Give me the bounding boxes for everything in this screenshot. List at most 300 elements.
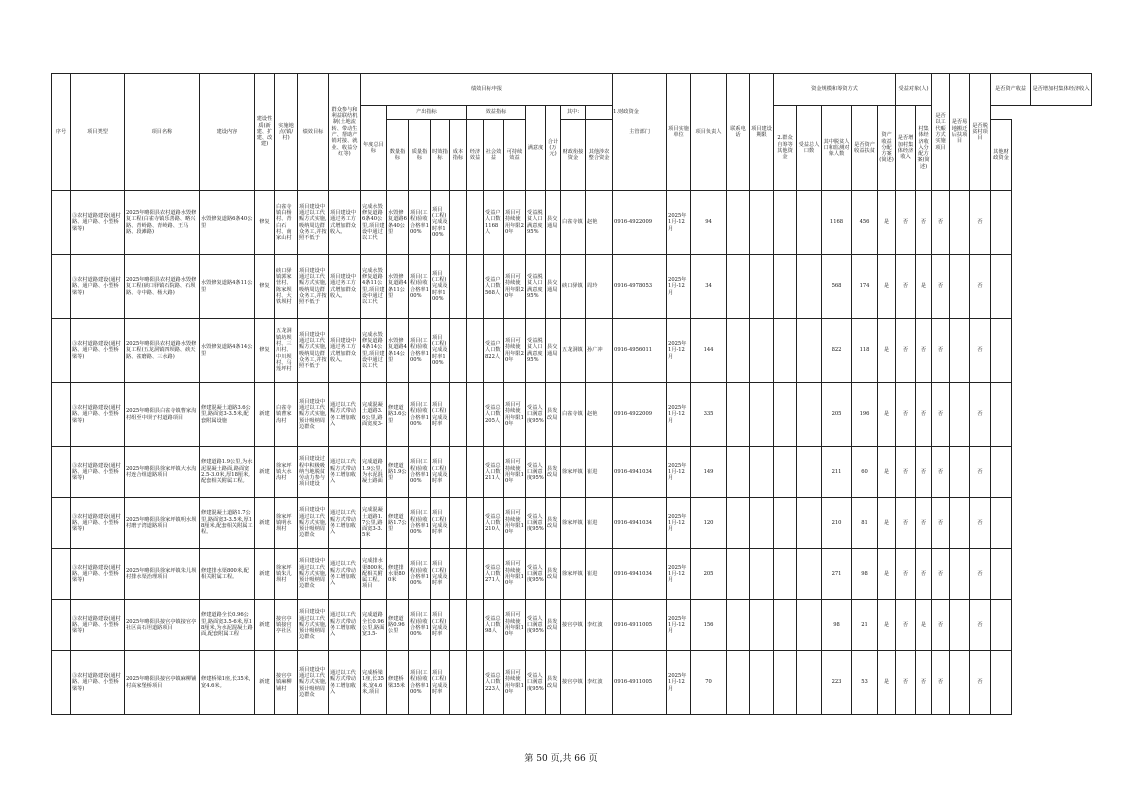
col-asset-b: 资产收益分配方案(简述) [878, 106, 896, 191]
cell-rel: 否 [896, 498, 916, 549]
cell-ab [950, 498, 970, 549]
cell-sustain: 项目可持续使用年限10年 [504, 498, 526, 549]
cell-dept: 县发改局 [546, 383, 561, 447]
cell-satis: 受益脱贫人口满意度95% [526, 255, 546, 319]
cell-cost [450, 651, 467, 715]
cell-seq [52, 255, 71, 319]
cell-fb [750, 191, 774, 255]
cell-pv: 否 [916, 651, 932, 715]
table-row [52, 498, 1092, 549]
cell-pv: 否 [916, 549, 932, 600]
cell-fa [727, 651, 750, 715]
cell-self [797, 498, 822, 549]
col-asset-income: 是否资产收益 [991, 74, 1031, 106]
cell-bp: 196 [852, 383, 878, 447]
cell-dept: 县交通局 [546, 255, 561, 319]
cell-rel: 否 [896, 191, 916, 255]
cell-goal: 项目建设中通过以工代赈方式实施,预计吸纳周边群众 [298, 383, 329, 447]
cell-social: 受益总人口数223人 [484, 651, 504, 715]
col-fin-a: 财政衔接资金 [561, 120, 586, 191]
cell-period: 2025年1月-12月 [667, 191, 691, 255]
cell-self [797, 651, 822, 715]
cell-unit: 硖口驿镇 [561, 255, 586, 319]
cell-rel: 否 [896, 319, 916, 383]
cell-time: 项目(工程)完成及时率100% [431, 319, 450, 383]
cell-unit: 徐家坪镇 [561, 447, 586, 498]
cell-location: 接官亭镇麻柳铺村 [275, 651, 298, 715]
cell-total: 149 [691, 447, 727, 498]
table-row [52, 651, 1092, 715]
cell-bp: 81 [852, 498, 878, 549]
col-poor-village: 是否脱贫村项目 [970, 74, 991, 191]
cell-pv: 是 [916, 600, 932, 651]
cell-person: 赵艳 [586, 383, 613, 447]
cell-satis: 受益人口满意度95% [526, 498, 546, 549]
col-self: 2.群众自筹等其他资金 [774, 106, 797, 191]
cell-ca: 否 [970, 383, 991, 447]
cell-seq [52, 651, 71, 715]
cell-fb [750, 447, 774, 498]
cell-bp: 60 [852, 447, 878, 498]
cell-fa [727, 319, 750, 383]
col-perf-indicators: 绩效目标申报 [361, 74, 613, 106]
cell-ca: 否 [970, 600, 991, 651]
cell-social: 受益总人口数98人 [484, 600, 504, 651]
cell-satis: 受益人口满意度95% [526, 651, 546, 715]
cell-qty: 水毁修复道路6条40公里 [387, 191, 409, 255]
cell-pv: 否 [916, 447, 932, 498]
project-table [51, 73, 1092, 715]
cell-sustain: 项目可持续使用年限20年 [504, 191, 526, 255]
cell-type: ③农村道路建设(通村路、通户路、小型桥梁等) [71, 600, 125, 651]
cell-mass: 项目建设中通过务工方式增加群众收入。 [329, 191, 361, 255]
cell-content: 修建道路1.9公里,为水泥混凝土路面,路面宽2.5-3.0米,厚18厘米,配套相关附属工程。 [200, 447, 255, 498]
col-total: 合计(万元) [546, 106, 561, 191]
cell-econ [467, 600, 484, 651]
cell-dept: 县发改局 [546, 651, 561, 715]
col-content: 建设内容 [200, 74, 255, 191]
cell-fb [750, 319, 774, 383]
cell-bp: 53 [852, 651, 878, 715]
cell-self [797, 191, 822, 255]
cell-mass: 通过以工代赈方式带动务工增加收入 [329, 498, 361, 549]
cell-wr: 是 [878, 498, 896, 549]
cell-sustain: 项目可持续使用年限10年 [504, 600, 526, 651]
cell-ab [950, 651, 970, 715]
cell-type: ③农村道路建设(通村路、通户路、小型桥梁等) [71, 191, 125, 255]
cell-content: 水毁修复道路4条14公里 [200, 319, 255, 383]
cell-self [797, 255, 822, 319]
cell-rel: 否 [896, 447, 916, 498]
cell-fa [727, 498, 750, 549]
cell-econ [467, 191, 484, 255]
cell-unit: 徐家坪镇 [561, 498, 586, 549]
cell-goal: 项目建设中通过以工代赈方式实施,预计吸纳周边群众 [298, 651, 329, 715]
cell-bt: 223 [822, 651, 852, 715]
cell-fa [727, 549, 750, 600]
cell-self [797, 447, 822, 498]
cell-qty: 修建道路1.9公里 [387, 447, 409, 498]
col-location: 实施地点(镇/村) [275, 74, 298, 191]
cell-annual: 完成混凝土道路3.6公里,路面宽度3- [361, 383, 387, 447]
cell-qty: 修建道路1.7公里 [387, 498, 409, 549]
cell-location: 徐家坪镇明水坝村 [275, 498, 298, 549]
cell-fa [727, 383, 750, 447]
cell-nature: 修复 [255, 191, 275, 255]
cell-fb [750, 651, 774, 715]
cell-person: 孙广冲 [586, 319, 613, 383]
cell-quality: 项目(工程)验收合格率100% [409, 191, 431, 255]
cell-location: 接官亭镇接官亭社区 [275, 600, 298, 651]
cell-ab [950, 447, 970, 498]
col-beneficiary: 受益对象(人) [896, 74, 932, 106]
col-seq: 序号 [52, 74, 71, 191]
cell-social: 受益户人口数568人 [484, 255, 504, 319]
cell-cost [450, 447, 467, 498]
cell-cb [991, 191, 1012, 255]
cell-phone: 0916-4941034 [613, 549, 667, 600]
cell-period: 2025年1月-12月 [667, 549, 691, 600]
cell-type: ③农村道路建设(通村路、通户路、小型桥梁等) [71, 319, 125, 383]
cell-name: 2025年略阳县徐家坪镇大水沟村连合组道路项目 [125, 447, 200, 498]
cell-annual: 完成水毁修复道路6条40公里,项目建设中通过以工代 [361, 191, 387, 255]
cell-name: 2025年略阳县白雀寺镇曹家沟村组至中坝子村道路项目 [125, 383, 200, 447]
cell-phone: 0916-4956011 [613, 319, 667, 383]
cell-total: 205 [691, 549, 727, 600]
cell-nature: 新建 [255, 600, 275, 651]
cell-mass: 通过以工代赈方式带动务工增加收入 [329, 549, 361, 600]
cell-goal: 项目建设中通过以工代赈方式实施,吸纳周边群众务工,并按照不低于 [298, 255, 329, 319]
cell-seq [52, 600, 71, 651]
cell-fc [774, 383, 797, 447]
cell-nature: 修复 [255, 319, 275, 383]
table-row [52, 549, 1092, 600]
col-satisfaction: 满意度 [526, 106, 546, 191]
cell-sustain: 项目可持续使用年限10年 [504, 447, 526, 498]
cell-seq [52, 498, 71, 549]
cell-pv: 是 [916, 255, 932, 319]
cell-quality: 项目(工程)验收合格率100% [409, 651, 431, 715]
cell-aa: 否 [932, 651, 950, 715]
cell-satis: 受益脱贫人口满意度95% [526, 319, 546, 383]
cell-econ [467, 447, 484, 498]
cell-cb [991, 447, 1012, 498]
col-qty: 数量指标 [387, 120, 409, 191]
cell-phone: 0916-4922009 [613, 191, 667, 255]
cell-fb [750, 255, 774, 319]
cell-social: 受益户人口数822人 [484, 319, 504, 383]
cell-content: 修建混凝土道路3.6公里,路面宽3-3.5米,配套附属设施 [200, 383, 255, 447]
cell-dept: 县交通局 [546, 191, 561, 255]
cell-quality: 项目(工程)验收合格率100% [409, 255, 431, 319]
cell-annual: 完成道路全长0.96公里,路面宽3.5- [361, 600, 387, 651]
cell-ab [950, 191, 970, 255]
cell-mass: 项目建设中通过务工方式增加群众收入。 [329, 255, 361, 319]
cell-cb [991, 383, 1012, 447]
cell-ca: 否 [970, 191, 991, 255]
cell-bt: 98 [822, 600, 852, 651]
cell-person: 李红波 [586, 651, 613, 715]
cell-phone: 0916-4911005 [613, 651, 667, 715]
cell-period: 2025年1月-12月 [667, 651, 691, 715]
cell-fb [750, 383, 774, 447]
cell-satis: 受益人口满意度95% [526, 447, 546, 498]
cell-quality: 项目(工程)验收合格率100% [409, 498, 431, 549]
cell-nature: 新建 [255, 447, 275, 498]
cell-nature: 新建 [255, 383, 275, 447]
cell-econ [467, 498, 484, 549]
cell-type: ③农村道路建设(通村路、通户路、小型桥梁等) [71, 255, 125, 319]
cell-total: 156 [691, 600, 727, 651]
cell-type: ③农村道路建设(通村路、通户路、小型桥梁等) [71, 498, 125, 549]
cell-satis: 受益人口满意度95% [526, 383, 546, 447]
table-row [52, 319, 1092, 383]
col-perf-goal: 绩效目标 [298, 74, 329, 191]
col-project-name: 项目名称 [125, 74, 200, 191]
cell-person: 李红波 [586, 600, 613, 651]
cell-content: 修建混凝土道路1.7公里,路面宽3-3.5米,厚18厘米,配套相关附属工程。 [200, 498, 255, 549]
cell-social: 受益总人口数205人 [484, 383, 504, 447]
cell-cost [450, 600, 467, 651]
col-funds: 资金规模和筹资方式 [774, 74, 896, 106]
cell-aa: 否 [932, 319, 950, 383]
cell-bp: 98 [852, 549, 878, 600]
cell-qty: 修建道路0.96公里 [387, 600, 409, 651]
table-row [52, 191, 1092, 255]
cell-mass: 通过以工代赈方式带动务工增加收入 [329, 383, 361, 447]
cell-sustain: 项目可持续使用年限10年 [504, 549, 526, 600]
cell-period: 2025年1月-12月 [667, 319, 691, 383]
cell-location: 五龙洞镇坊坝村、三川村、中川坝村、马莲坪村 [275, 319, 298, 383]
page-footer: 第 50 页,共 66 页 [524, 754, 598, 764]
cell-pv: 否 [916, 191, 932, 255]
cell-ab [950, 319, 970, 383]
cell-ca: 否 [970, 255, 991, 319]
cell-cb [991, 549, 1012, 600]
cell-ab [950, 383, 970, 447]
cell-dept: 县发改局 [546, 600, 561, 651]
cell-dept: 县交通局 [546, 319, 561, 383]
col-nature: 建设性质(新建、扩建、改建) [255, 74, 275, 191]
cell-sustain: 项目可持续使用年限10年 [504, 651, 526, 715]
col-unit: 项目实施单位 [667, 74, 691, 191]
cell-type: ③农村道路建设(通村路、通户路、小型桥梁等) [71, 549, 125, 600]
cell-quality: 项目(工程)验收合格率100% [409, 600, 431, 651]
cell-annual: 完成排水渠800米,配相关附属工程。项目 [361, 549, 387, 600]
cell-self [797, 600, 822, 651]
cell-unit: 五龙洞镇 [561, 319, 586, 383]
cell-fa [727, 600, 750, 651]
cell-cb [991, 498, 1012, 549]
cell-dept: 县发改局 [546, 498, 561, 549]
cell-dept: 县发改局 [546, 549, 561, 600]
cell-total: 144 [691, 319, 727, 383]
cell-rel: 否 [896, 600, 916, 651]
cell-mass: 通过以工代赈方式带动务工增加收入 [329, 447, 361, 498]
col-social: 社会效益 [484, 120, 504, 191]
cell-ab [950, 600, 970, 651]
cell-name: 2025年略阳县接官亭镇接官亭社区高石坦道路项目 [125, 600, 200, 651]
cell-fb [750, 600, 774, 651]
cell-person: 周玲 [586, 255, 613, 319]
cell-social: 受益户人口数1168人 [484, 191, 504, 255]
cell-quality: 项目(工程)验收合格率100% [409, 447, 431, 498]
cell-period: 2025年1月-12月 [667, 383, 691, 447]
cell-period: 2025年1月-12月 [667, 600, 691, 651]
col-quality: 质量指标 [409, 120, 431, 191]
cell-unit: 白雀寺镇 [561, 191, 586, 255]
col-relocation: 是否易地搬迁后扶项目 [950, 74, 970, 191]
cell-unit: 接官亭镇 [561, 600, 586, 651]
cell-ca: 否 [970, 447, 991, 498]
cell-location: 白雀寺镇白杨村、青白石村、南家山村 [275, 191, 298, 255]
cell-quality: 项目(工程)验收合格率100% [409, 319, 431, 383]
cell-ca: 否 [970, 651, 991, 715]
cell-qty: 修建排水渠800米 [387, 549, 409, 600]
cell-ab [950, 255, 970, 319]
cell-time: 项目(工程)完成及时率 [431, 498, 450, 549]
cell-type: ③农村道路建设(通村路、通户路、小型桥梁等) [71, 383, 125, 447]
cell-period: 2025年1月-12月 [667, 447, 691, 498]
cell-pv: 否 [916, 383, 932, 447]
cell-quality: 项目(工程)验收合格率100% [409, 383, 431, 447]
cell-location: 徐家坪镇朱儿坝村 [275, 549, 298, 600]
cell-unit: 徐家坪镇 [561, 549, 586, 600]
cell-name: 2025年略阳县徐家坪镇朱儿坝村排水渠治理项目 [125, 549, 200, 600]
col-timeliness: 时效指标 [431, 120, 450, 191]
cell-ab [950, 549, 970, 600]
cell-aa: 否 [932, 549, 950, 600]
cell-fc [774, 600, 797, 651]
cell-social: 受益总人口数211人 [484, 447, 504, 498]
cell-fa [727, 447, 750, 498]
cell-cost [450, 191, 467, 255]
cell-name: 2025年略阳县农村道路水毁修复工程(五龙洞镇四坝路、硖天路、雀磨路、三水路) [125, 319, 200, 383]
col-output: 产出指标 [387, 106, 467, 120]
cell-aa: 否 [932, 447, 950, 498]
cell-ca: 否 [970, 549, 991, 600]
cell-location: 徐家坪镇大水沟村 [275, 447, 298, 498]
cell-type: ③农村道路建设(通村路、通户路、小型桥梁等) [71, 651, 125, 715]
cell-fc [774, 498, 797, 549]
cell-name: 2025年略阳县接官亭镇麻柳铺村高家堡桥项目 [125, 651, 200, 715]
cell-total: 70 [691, 651, 727, 715]
cell-cost [450, 383, 467, 447]
cell-seq [52, 191, 71, 255]
cell-phone: 0916-4978053 [613, 255, 667, 319]
cell-bt: 271 [822, 549, 852, 600]
cell-ca: 否 [970, 319, 991, 383]
cell-unit: 接官亭镇 [561, 651, 586, 715]
cell-bt: 822 [822, 319, 852, 383]
cell-annual: 完成混凝土道路1.7公里,路面宽3-3.5米 [361, 498, 387, 549]
col-fin-c: 其他财政资金 [991, 120, 1012, 191]
cell-content: 水毁修复道路4条11公里 [200, 255, 255, 319]
cell-total: 94 [691, 191, 727, 255]
cell-bp: 174 [852, 255, 878, 319]
cell-type: ③农村道路建设(通村路、通户路、小型桥梁等) [71, 447, 125, 498]
cell-location: 硖口驿镇郭家营村、陈家坝村、大铁坝村 [275, 255, 298, 319]
cell-cb [991, 319, 1012, 383]
cell-aa: 否 [932, 191, 950, 255]
cell-cost [450, 549, 467, 600]
cell-rel: 否 [896, 383, 916, 447]
col-ben-total: 受益总人口数 [797, 106, 822, 191]
cell-annual: 完成道路1.9公里,为水泥混凝土路面 [361, 447, 387, 498]
table-row [52, 255, 1092, 319]
cell-person: 崔进 [586, 498, 613, 549]
col-person: 项目负责人 [691, 74, 727, 191]
cell-aa: 否 [932, 600, 950, 651]
cell-seq [52, 383, 71, 447]
col-project-type: 项目类型 [71, 74, 125, 191]
cell-nature: 新建 [255, 549, 275, 600]
cell-fc [774, 447, 797, 498]
cell-bt: 210 [822, 498, 852, 549]
cell-pv: 否 [916, 498, 932, 549]
cell-content: 修建桥梁1座,长35米,宽4.6米。 [200, 651, 255, 715]
cell-time: 项目(工程)完成及时率100% [431, 191, 450, 255]
cell-name: 2025年略阳县农村道路水毁修复工程(白雀寺镇乐善路、略兴路、青岭路、青岭路、王马路、段滩路) [125, 191, 200, 255]
cell-rel: 否 [896, 651, 916, 715]
cell-social: 受益总人口数210人 [484, 498, 504, 549]
cell-seq [52, 549, 71, 600]
cell-phone: 0916-4922009 [613, 383, 667, 447]
cell-period: 2025年1月-12月 [667, 498, 691, 549]
cell-goal: 项目建设中通过以工代赈方式实施,预计吸纳周边群众 [298, 549, 329, 600]
cell-person: 赵艳 [586, 191, 613, 255]
cell-econ [467, 651, 484, 715]
cell-time: 项目(工程)完成及时率 [431, 383, 450, 447]
cell-time: 项目(工程)完成及时率100% [431, 255, 450, 319]
cell-self [797, 549, 822, 600]
cell-cost [450, 319, 467, 383]
cell-wr: 是 [878, 319, 896, 383]
cell-bt: 205 [822, 383, 852, 447]
col-of-which: 其中: [561, 106, 586, 120]
cell-econ [467, 319, 484, 383]
table-row [52, 383, 1092, 447]
cell-phone: 0916-4941034 [613, 447, 667, 498]
cell-cb [991, 600, 1012, 651]
cell-satis: 受益人口满意度95% [526, 549, 546, 600]
col-dept: 主管部门 [613, 74, 667, 191]
cell-annual: 完成桥梁1座,长35米,宽4.6米,项目 [361, 651, 387, 715]
cell-aa: 否 [932, 498, 950, 549]
cell-time: 项目(工程)完成及时率 [431, 447, 450, 498]
cell-fa [727, 255, 750, 319]
cell-bt: 568 [822, 255, 852, 319]
cell-bt: 211 [822, 447, 852, 498]
col-asset-a: 是否资产收益扶贫 [852, 106, 878, 191]
cell-goal: 项目建设过程中积极吸纳当地脱贫劳动力参与项目建设 [298, 447, 329, 498]
col-fin: 1.财政资金 [586, 106, 667, 120]
cell-location: 白雀寺镇曹家沟村 [275, 383, 298, 447]
cell-qty: 水毁修复道路4条11公里 [387, 255, 409, 319]
cell-econ [467, 549, 484, 600]
cell-wr: 是 [878, 191, 896, 255]
cell-annual: 完成水毁修复道路4条14公里,项目建设中通过以工代 [361, 319, 387, 383]
cell-qty: 修建桥梁35米 [387, 651, 409, 715]
cell-wr: 是 [878, 255, 896, 319]
cell-person: 崔进 [586, 447, 613, 498]
cell-mass: 通过以工代赈方式带动务工增加收入 [329, 600, 361, 651]
cell-aa: 否 [932, 255, 950, 319]
cell-seq [52, 319, 71, 383]
col-ben-poor: 其中脱贫人口和监测对象人数 [822, 106, 852, 191]
cell-sustain: 项目可持续使用年限20年 [504, 255, 526, 319]
cell-econ [467, 255, 484, 319]
